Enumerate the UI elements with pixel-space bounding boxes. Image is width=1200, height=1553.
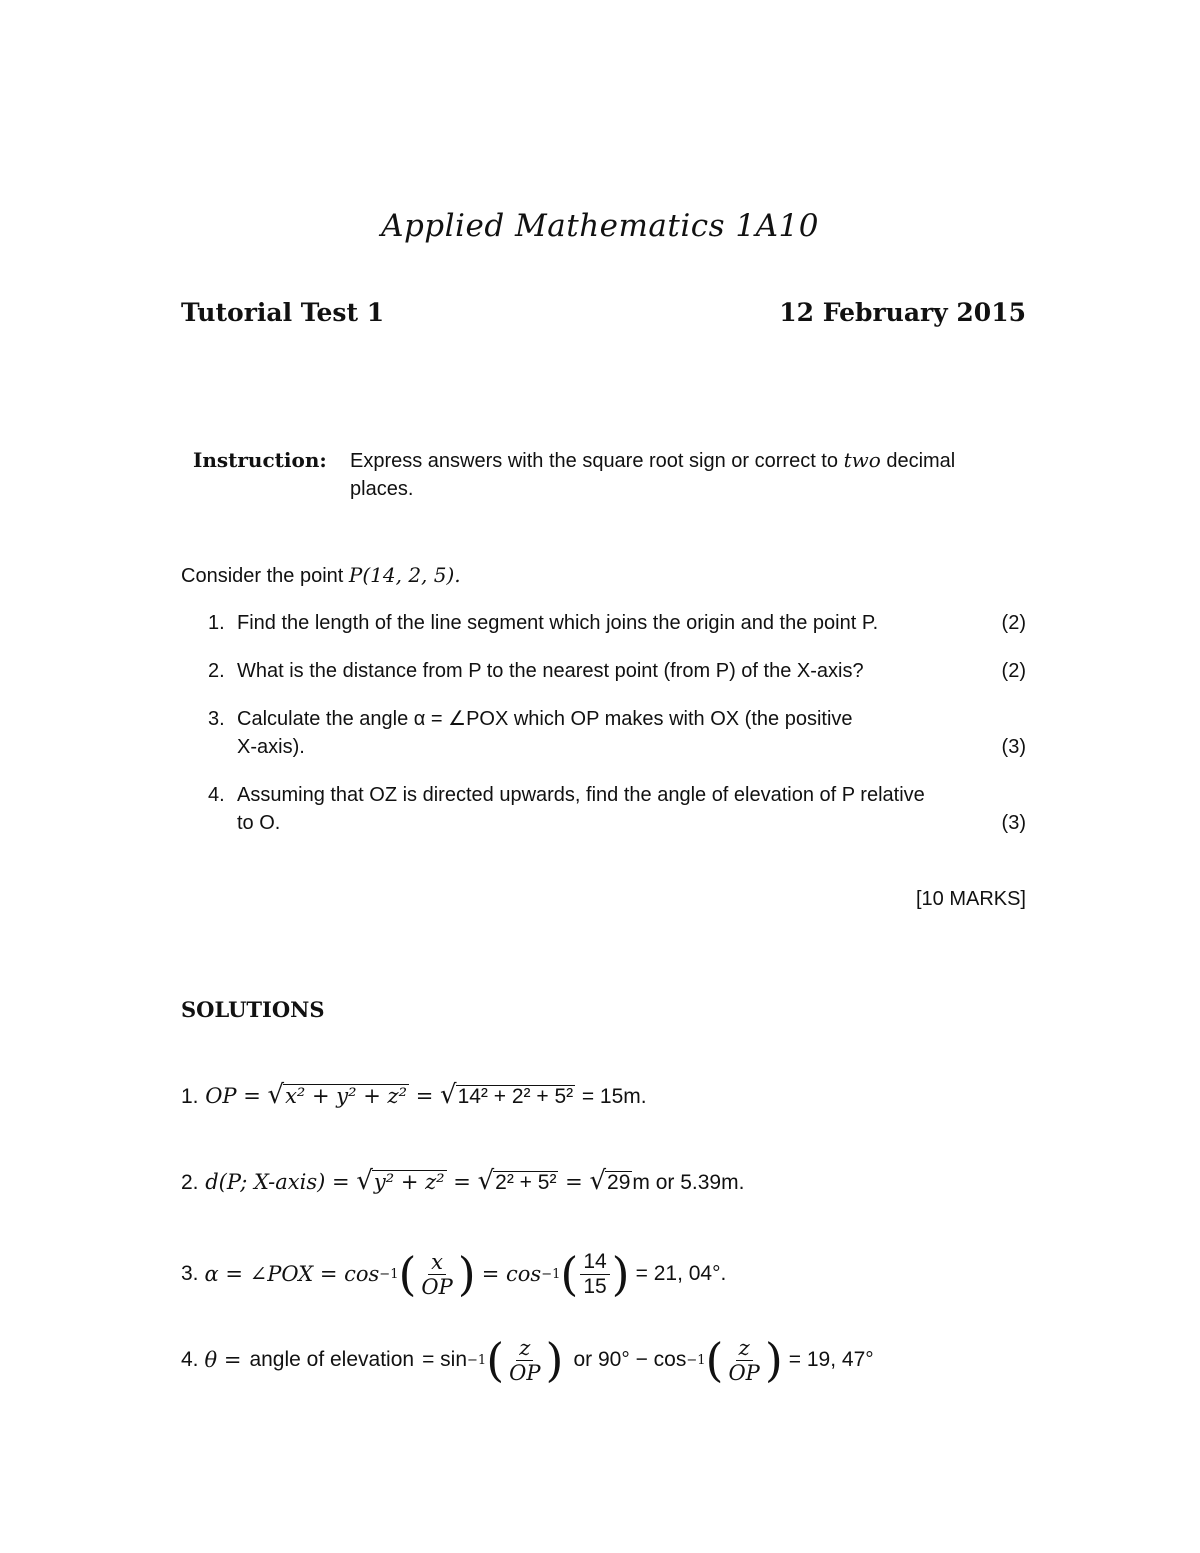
solution-1-lhs: OP = — [205, 1084, 261, 1108]
solution-2-eq3: = — [565, 1170, 583, 1194]
solution-4-sup1: −1 — [467, 1352, 487, 1368]
intro — [181, 561, 461, 590]
solution-4-frac1-num: z — [516, 1336, 533, 1361]
solution-3-sup1: −1 — [379, 1266, 399, 1282]
solution-1-number: 1. — [181, 1085, 199, 1108]
solution-3-frac2 — [580, 1250, 609, 1299]
right-paren-icon: ) — [764, 1333, 783, 1387]
sqrt-sign-icon: √ — [589, 1166, 607, 1196]
left-paren-icon: ( — [486, 1333, 505, 1387]
question-2-marks: (2) — [1001, 660, 1026, 682]
solution-4-eq: = sin — [422, 1348, 468, 1371]
solution-3-number: 3. — [181, 1262, 199, 1285]
question-2-number: 2. — [208, 660, 225, 682]
instruction-label: Instruction: — [193, 448, 327, 472]
solution-2-result: m or 5.39m. — [632, 1171, 745, 1194]
solution-2-lhs: d(P; X-axis) — [205, 1170, 326, 1194]
question-4-marks: (3) — [1001, 812, 1026, 834]
solution-3-result: = 21, 04°. — [635, 1262, 727, 1285]
solution-3-frac1 — [418, 1250, 455, 1299]
question-2-text: What is the distance from P to the nearest point (from P) of the X-axis? — [237, 660, 864, 682]
left-paren-icon: ( — [705, 1333, 724, 1387]
left-paren-icon: ( — [398, 1247, 417, 1301]
question-3-text-line1: Calculate the angle α = ∠POX which OP makes with OX (the positive — [237, 708, 853, 730]
solution-2 — [181, 1166, 744, 1196]
solution-1-equals: = — [415, 1084, 434, 1108]
solution-1 — [181, 1080, 647, 1110]
instruction-text-before: Express answers with the square root sign or correct to — [350, 450, 838, 472]
question-1-marks: (2) — [1001, 612, 1026, 634]
total-marks: [10 MARKS] — [915, 888, 1026, 910]
solution-2-root2: 2² + 5² — [495, 1171, 557, 1194]
document-title: Applied Mathematics 1A10 — [381, 208, 819, 244]
question-1-number: 1. — [208, 612, 225, 634]
solution-3-frac2-num: 14 — [580, 1250, 609, 1275]
solution-4 — [181, 1328, 874, 1392]
sqrt-sign-icon: √ — [477, 1166, 495, 1196]
solution-4-words: angle of elevation — [249, 1348, 415, 1371]
solution-1-root1: x² + y² + z² — [285, 1084, 408, 1108]
instruction-text-after: decimal — [886, 450, 956, 472]
solution-3-mid: = cos — [481, 1262, 542, 1286]
solution-2-root1: y² + z² — [373, 1170, 445, 1194]
solution-3 — [181, 1242, 726, 1306]
solution-3-frac2-den: 15 — [583, 1274, 607, 1298]
instruction-line2: places. — [350, 478, 414, 500]
right-paren-icon: ) — [457, 1247, 476, 1301]
question-4-number: 4. — [208, 784, 225, 806]
question-4-text-line1: Assuming that OZ is directed upwards, find the angle of elevation of P relative — [237, 784, 925, 806]
instruction-text — [350, 446, 1050, 475]
solution-1-root2: 14² + 2² + 5² — [457, 1085, 574, 1108]
question-1-text: Find the length of the line segment which joins the origin and the point P. — [237, 612, 879, 634]
intro-text: Consider the point — [181, 565, 344, 587]
solution-2-number: 2. — [181, 1171, 199, 1194]
question-3-marks: (3) — [1001, 736, 1026, 758]
solution-4-result: = 19, 47° — [788, 1348, 874, 1371]
solution-4-frac1-den: OP — [509, 1360, 541, 1385]
sqrt-sign-icon: √ — [267, 1080, 285, 1110]
sqrt-sign-icon: √ — [356, 1166, 373, 1196]
solution-3-lhs: α = ∠POX = cos — [204, 1262, 380, 1286]
intro-point: P(14, 2, 5). — [348, 563, 461, 587]
solution-4-lhs: θ = — [204, 1348, 242, 1372]
solution-3-frac1-den: OP — [421, 1274, 453, 1299]
solutions-heading: SOLUTIONS — [181, 997, 325, 1022]
test-name: Tutorial Test 1 — [181, 298, 385, 327]
solution-4-or: or 90° − cos — [573, 1348, 687, 1371]
right-paren-icon: ) — [545, 1333, 564, 1387]
solution-2-eq1: = — [332, 1170, 350, 1194]
solution-4-frac2-num: z — [736, 1336, 753, 1361]
sqrt-sign-icon: √ — [440, 1080, 457, 1110]
solution-4-number: 4. — [181, 1348, 199, 1371]
solution-3-frac1-num: x — [428, 1250, 446, 1275]
right-paren-icon: ) — [611, 1247, 630, 1301]
solution-2-root3: 29 — [607, 1171, 631, 1194]
question-3-number: 3. — [208, 708, 225, 730]
solution-4-frac2 — [725, 1336, 762, 1385]
test-date: 12 February 2015 — [779, 298, 1026, 327]
question-4-text-line2: to O. — [237, 812, 281, 834]
question-3-text-line2: X-axis). — [237, 736, 305, 758]
solution-4-frac1 — [506, 1336, 543, 1385]
solution-1-result: = 15m. — [581, 1085, 647, 1108]
solution-4-sup2: −1 — [686, 1352, 706, 1368]
instruction-emph: two — [843, 448, 881, 472]
solution-2-eq2: = — [453, 1170, 471, 1194]
solution-3-sup2: −1 — [541, 1266, 561, 1282]
left-paren-icon: ( — [560, 1247, 579, 1301]
solution-4-frac2-den: OP — [728, 1360, 760, 1385]
